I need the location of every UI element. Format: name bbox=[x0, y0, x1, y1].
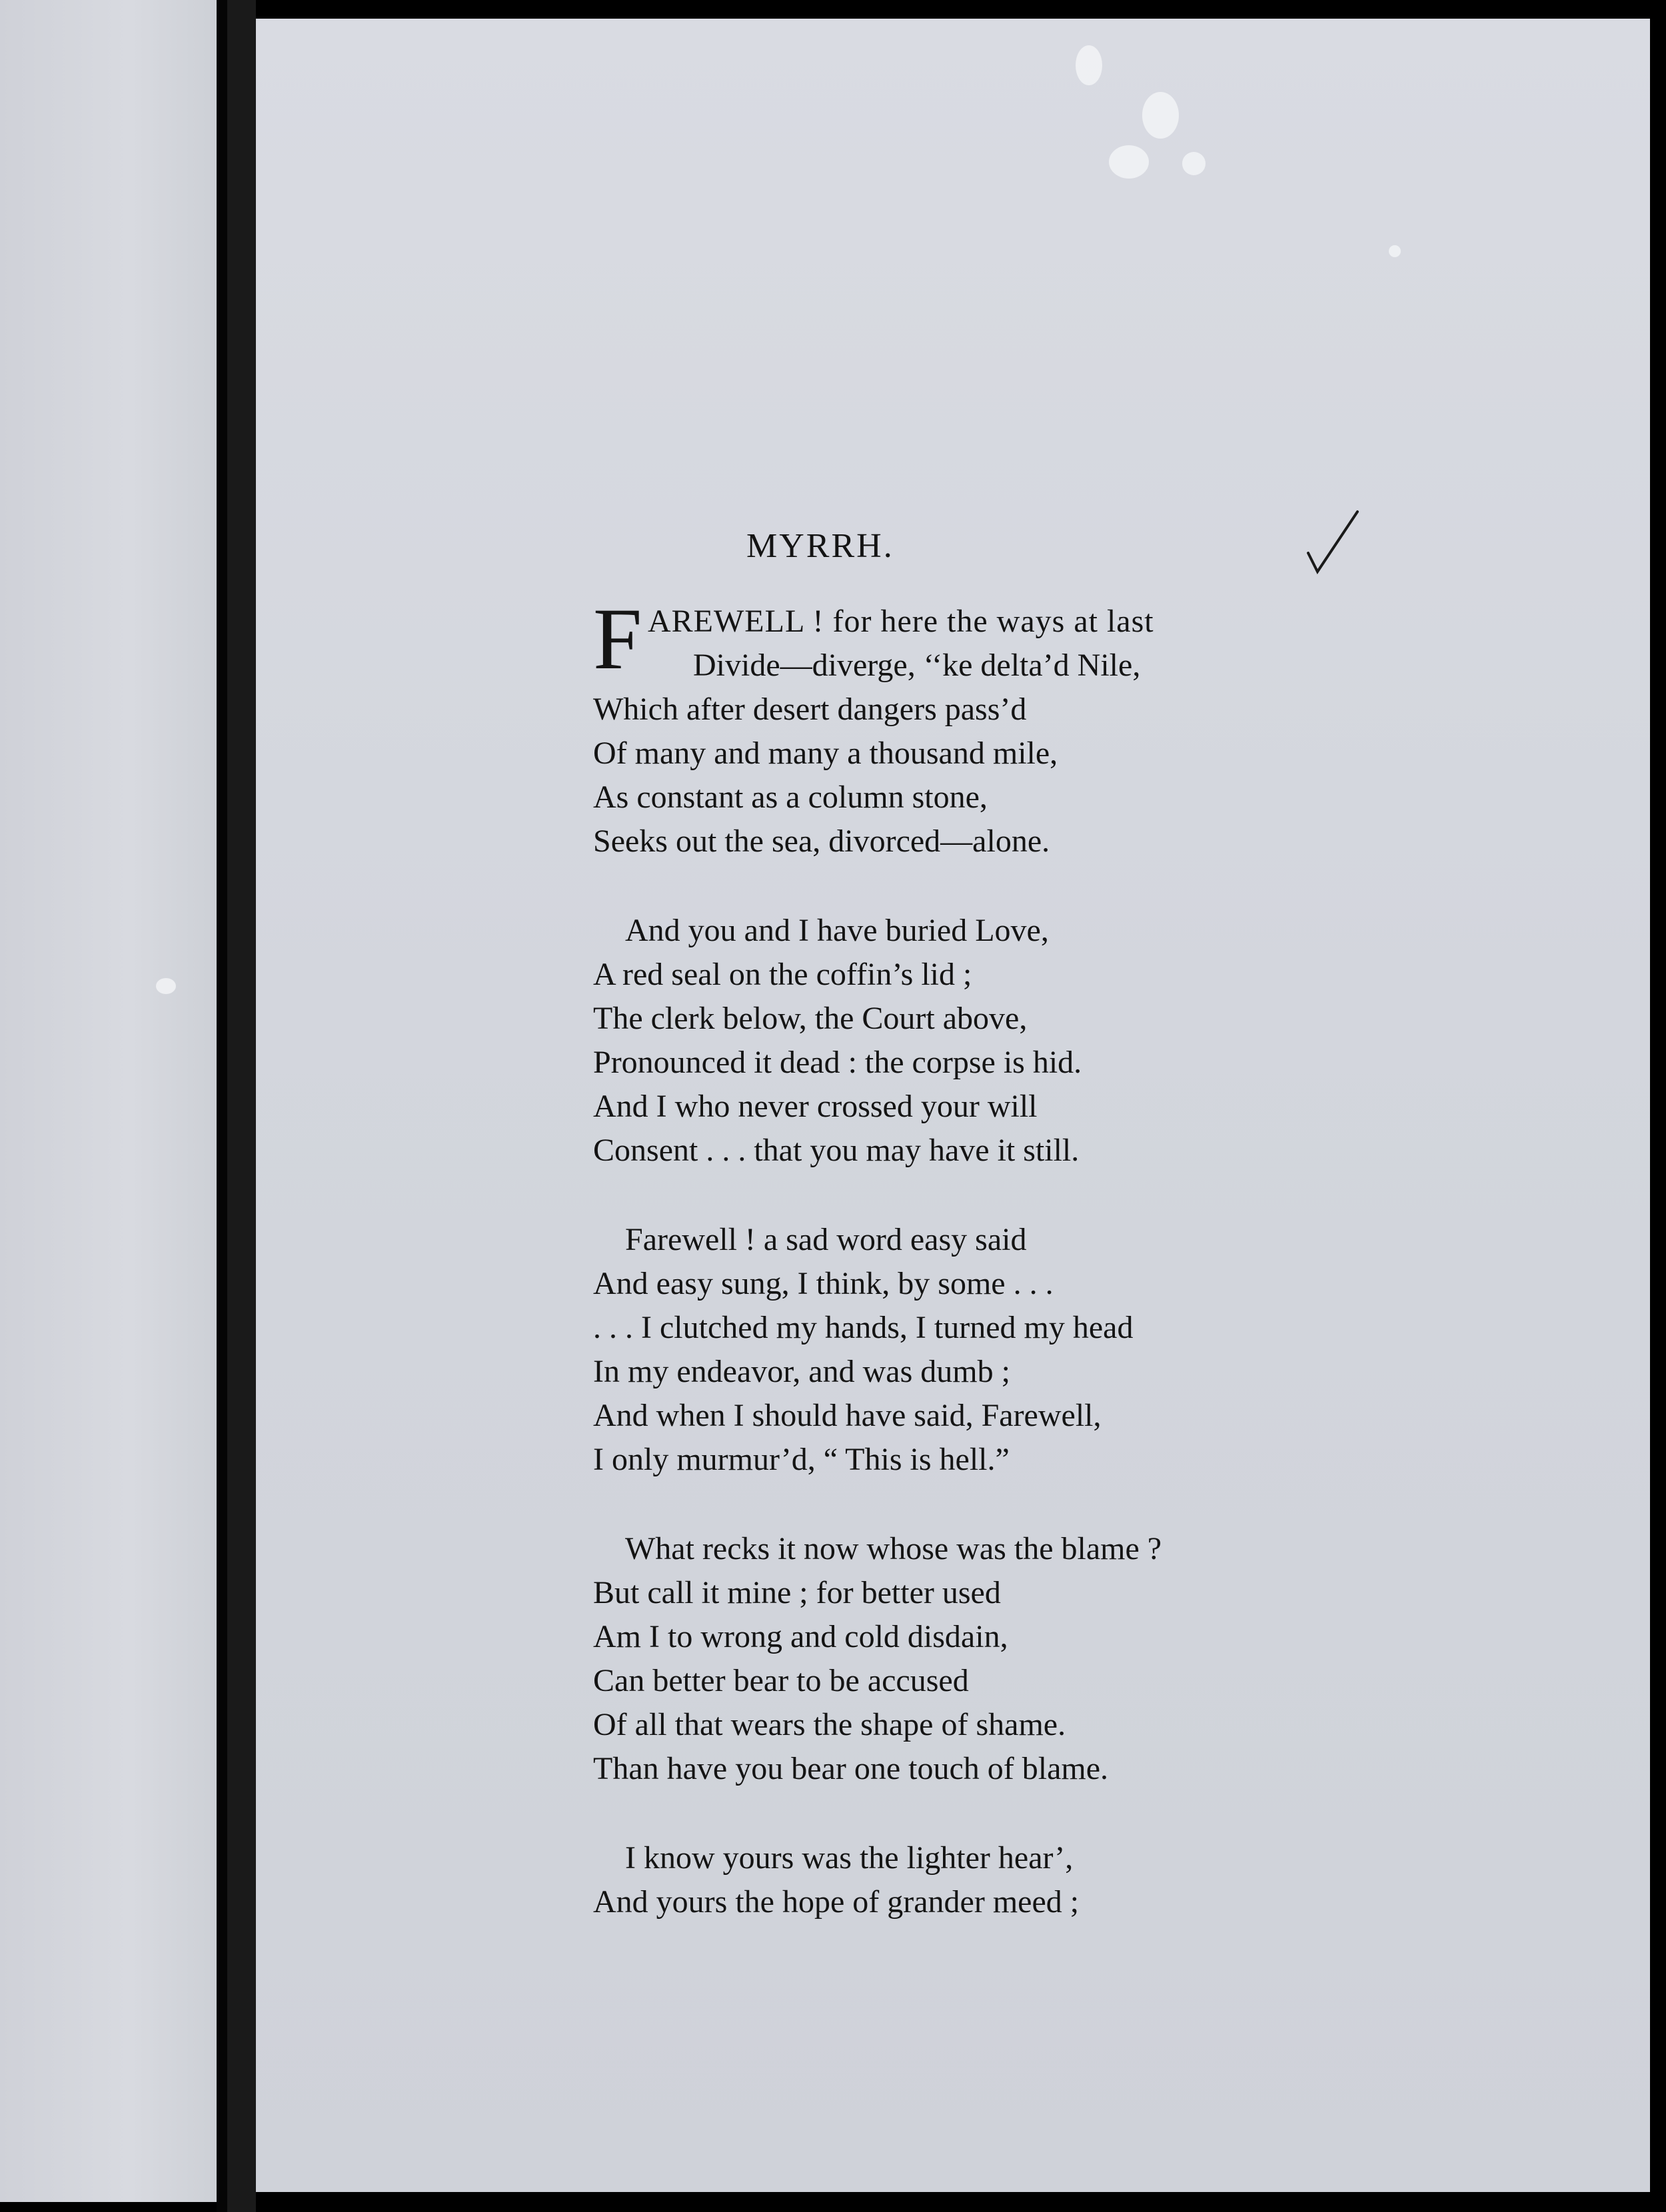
paper-speck bbox=[1109, 145, 1149, 179]
paper-speck bbox=[1182, 152, 1206, 175]
page-shadow bbox=[227, 0, 256, 2212]
poem-line: Divide—diverge, ‘‘ke delta’d Nile, bbox=[693, 648, 1141, 683]
poem-line: AREWELL ! for here the ways at last bbox=[648, 604, 1154, 639]
poem-line: In my endeavor, and was dumb ; bbox=[593, 1354, 1010, 1389]
poem-line: Am I to wrong and cold disdain, bbox=[593, 1619, 1008, 1654]
paper-speck bbox=[156, 978, 176, 994]
poem-line: What recks it now whose was the blame ? bbox=[625, 1531, 1162, 1566]
poem-line: And I who never crossed your will bbox=[593, 1089, 1038, 1124]
poem-line: . . . I clutched my hands, I turned my head bbox=[593, 1310, 1134, 1345]
poem-line: And yours the hope of grander meed ; bbox=[593, 1884, 1080, 1920]
poem-line: Of many and many a thousand mile, bbox=[593, 736, 1058, 771]
stanza-1 bbox=[593, 590, 1393, 863]
poem-line: But call it mine ; for better used bbox=[593, 1575, 1001, 1610]
poem-line: Seeks out the sea, divorced—alone. bbox=[593, 824, 1050, 859]
poem-line: Pronounced it dead : the corpse is hid. bbox=[593, 1045, 1082, 1080]
facing-page-edge bbox=[0, 0, 217, 2202]
poem-line: I only murmur’d, “ This is hell.” bbox=[593, 1442, 1010, 1477]
poem-body bbox=[593, 590, 1393, 1969]
paper-speck bbox=[1076, 45, 1102, 85]
stanza-4 bbox=[593, 1527, 1393, 1791]
pencil-checkmark bbox=[1303, 506, 1363, 580]
poem-line: And you and I have buried Love, bbox=[625, 913, 1049, 948]
poem-line: Consent . . . that you may have it still. bbox=[593, 1133, 1080, 1168]
poem-line: The clerk below, the Court above, bbox=[593, 1001, 1028, 1036]
paper-speck bbox=[1142, 92, 1179, 139]
stanza-2 bbox=[593, 909, 1393, 1173]
poem-line: And easy sung, I think, by some . . . bbox=[593, 1266, 1054, 1301]
drop-cap: F bbox=[593, 590, 642, 688]
poem-line: And when I should have said, Farewell, bbox=[593, 1398, 1102, 1433]
poem-line: Than have you bear one touch of blame. bbox=[593, 1751, 1109, 1786]
poem-line: As constant as a column stone, bbox=[593, 780, 988, 815]
paper-speck bbox=[1389, 245, 1401, 257]
stanza-3 bbox=[593, 1218, 1393, 1482]
poem-line: Of all that wears the shape of shame. bbox=[593, 1707, 1066, 1742]
poem-line: I know yours was the lighter hear’, bbox=[625, 1840, 1074, 1876]
poem-line: A red seal on the coffin’s lid ; bbox=[593, 957, 972, 992]
poem-line: Which after desert dangers pass’d bbox=[593, 692, 1027, 727]
stanza-5 bbox=[593, 1836, 1393, 1924]
poem-line: Farewell ! a sad word easy said bbox=[625, 1222, 1027, 1257]
poem-title: MYRRH. bbox=[746, 527, 894, 565]
poem-line: Can better bear to be accused bbox=[593, 1663, 969, 1698]
binding-gutter bbox=[217, 0, 227, 2212]
